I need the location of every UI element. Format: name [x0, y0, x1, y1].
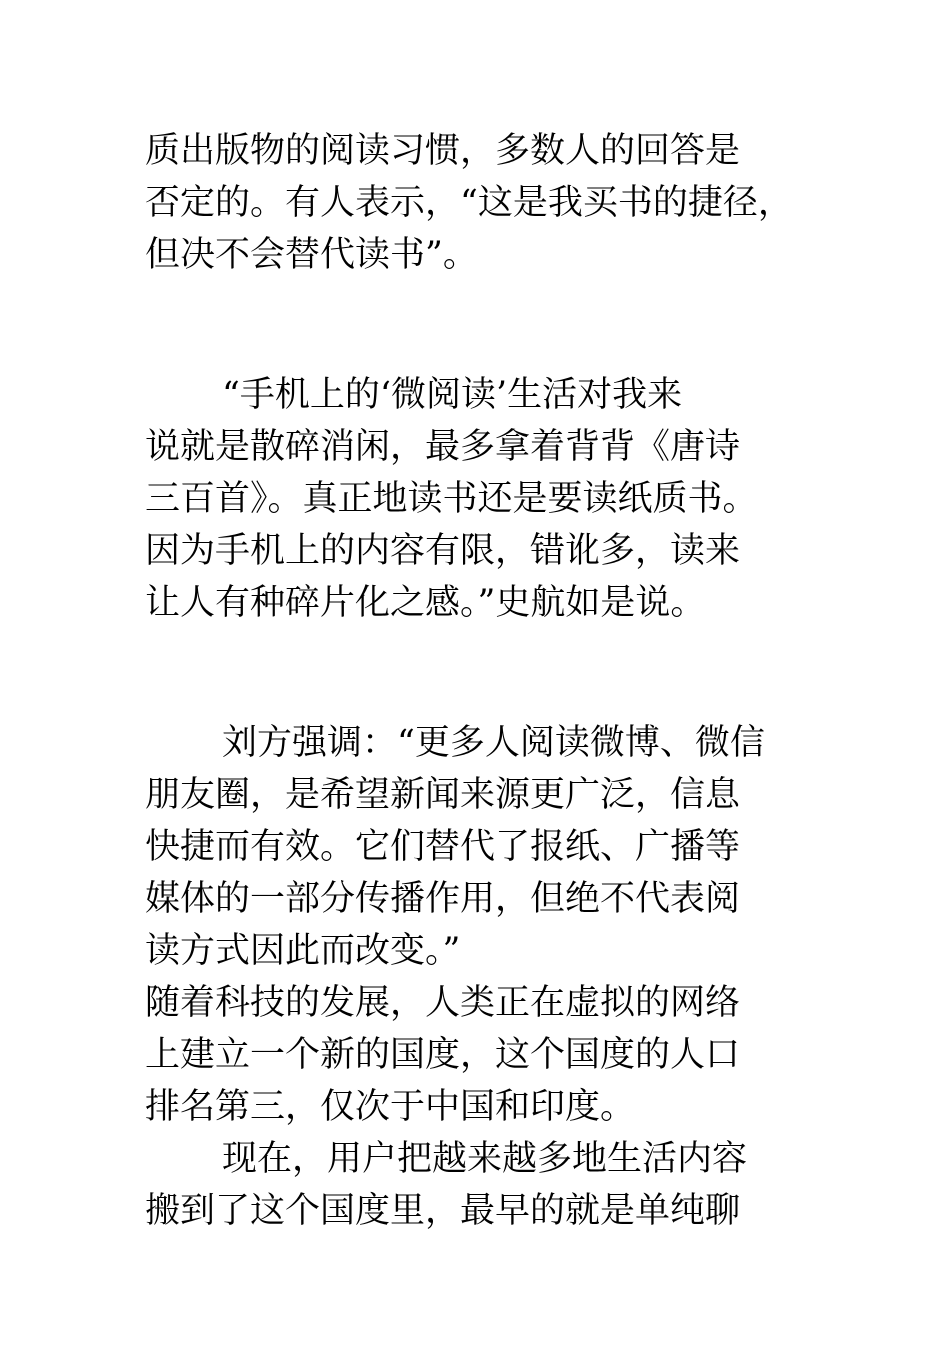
text-line: 现在，用户把越来越多地生活内容 [222, 1139, 748, 1179]
text-line: 说就是散碎消闲，最多拿着背背《唐诗 [145, 427, 741, 467]
text-line: 快捷而有效。它们替代了报纸、广播等 [145, 827, 741, 867]
text-line: 质出版物的阅读习惯，多数人的回答是 [145, 131, 741, 171]
text-line: 三百首》。真正地读书还是要读纸质书。 [145, 479, 758, 519]
paragraph-liu-fang-and-network [145, 717, 795, 1237]
text-line: 随着科技的发展，人类正在虚拟的网络 [145, 983, 741, 1023]
text-line: 媒体的一部分传播作用，但绝不代表阅 [145, 879, 741, 919]
text-line: 但决不会替代读书”。 [145, 235, 478, 275]
paragraph-reading-habits [145, 125, 795, 281]
text-line: 排名第三，仅次于中国和印度。 [145, 1087, 636, 1127]
text-line: 搬到了这个国度里，最早的就是单纯聊 [145, 1191, 741, 1231]
text-line: 朋友圈，是希望新闻来源更广泛，信息 [145, 775, 741, 815]
text-line: 刘方强调：“更多人阅读微博、微信 [222, 723, 765, 763]
text-line: 上建立一个新的国度，这个国度的人口 [145, 1035, 741, 1075]
text-line: 让人有种碎片化之感。”史航如是说。 [145, 583, 706, 623]
paragraph-shi-hang-quote [145, 369, 795, 629]
text-line: 因为手机上的内容有限，错讹多，读来 [145, 531, 741, 571]
text-line: 读方式因此而改变。” [145, 931, 461, 971]
text-line: “手机上的‘微阅读’生活对我来 [222, 375, 683, 415]
text-line: 否定的。有人表示，“这是我买书的捷径， [145, 183, 793, 223]
